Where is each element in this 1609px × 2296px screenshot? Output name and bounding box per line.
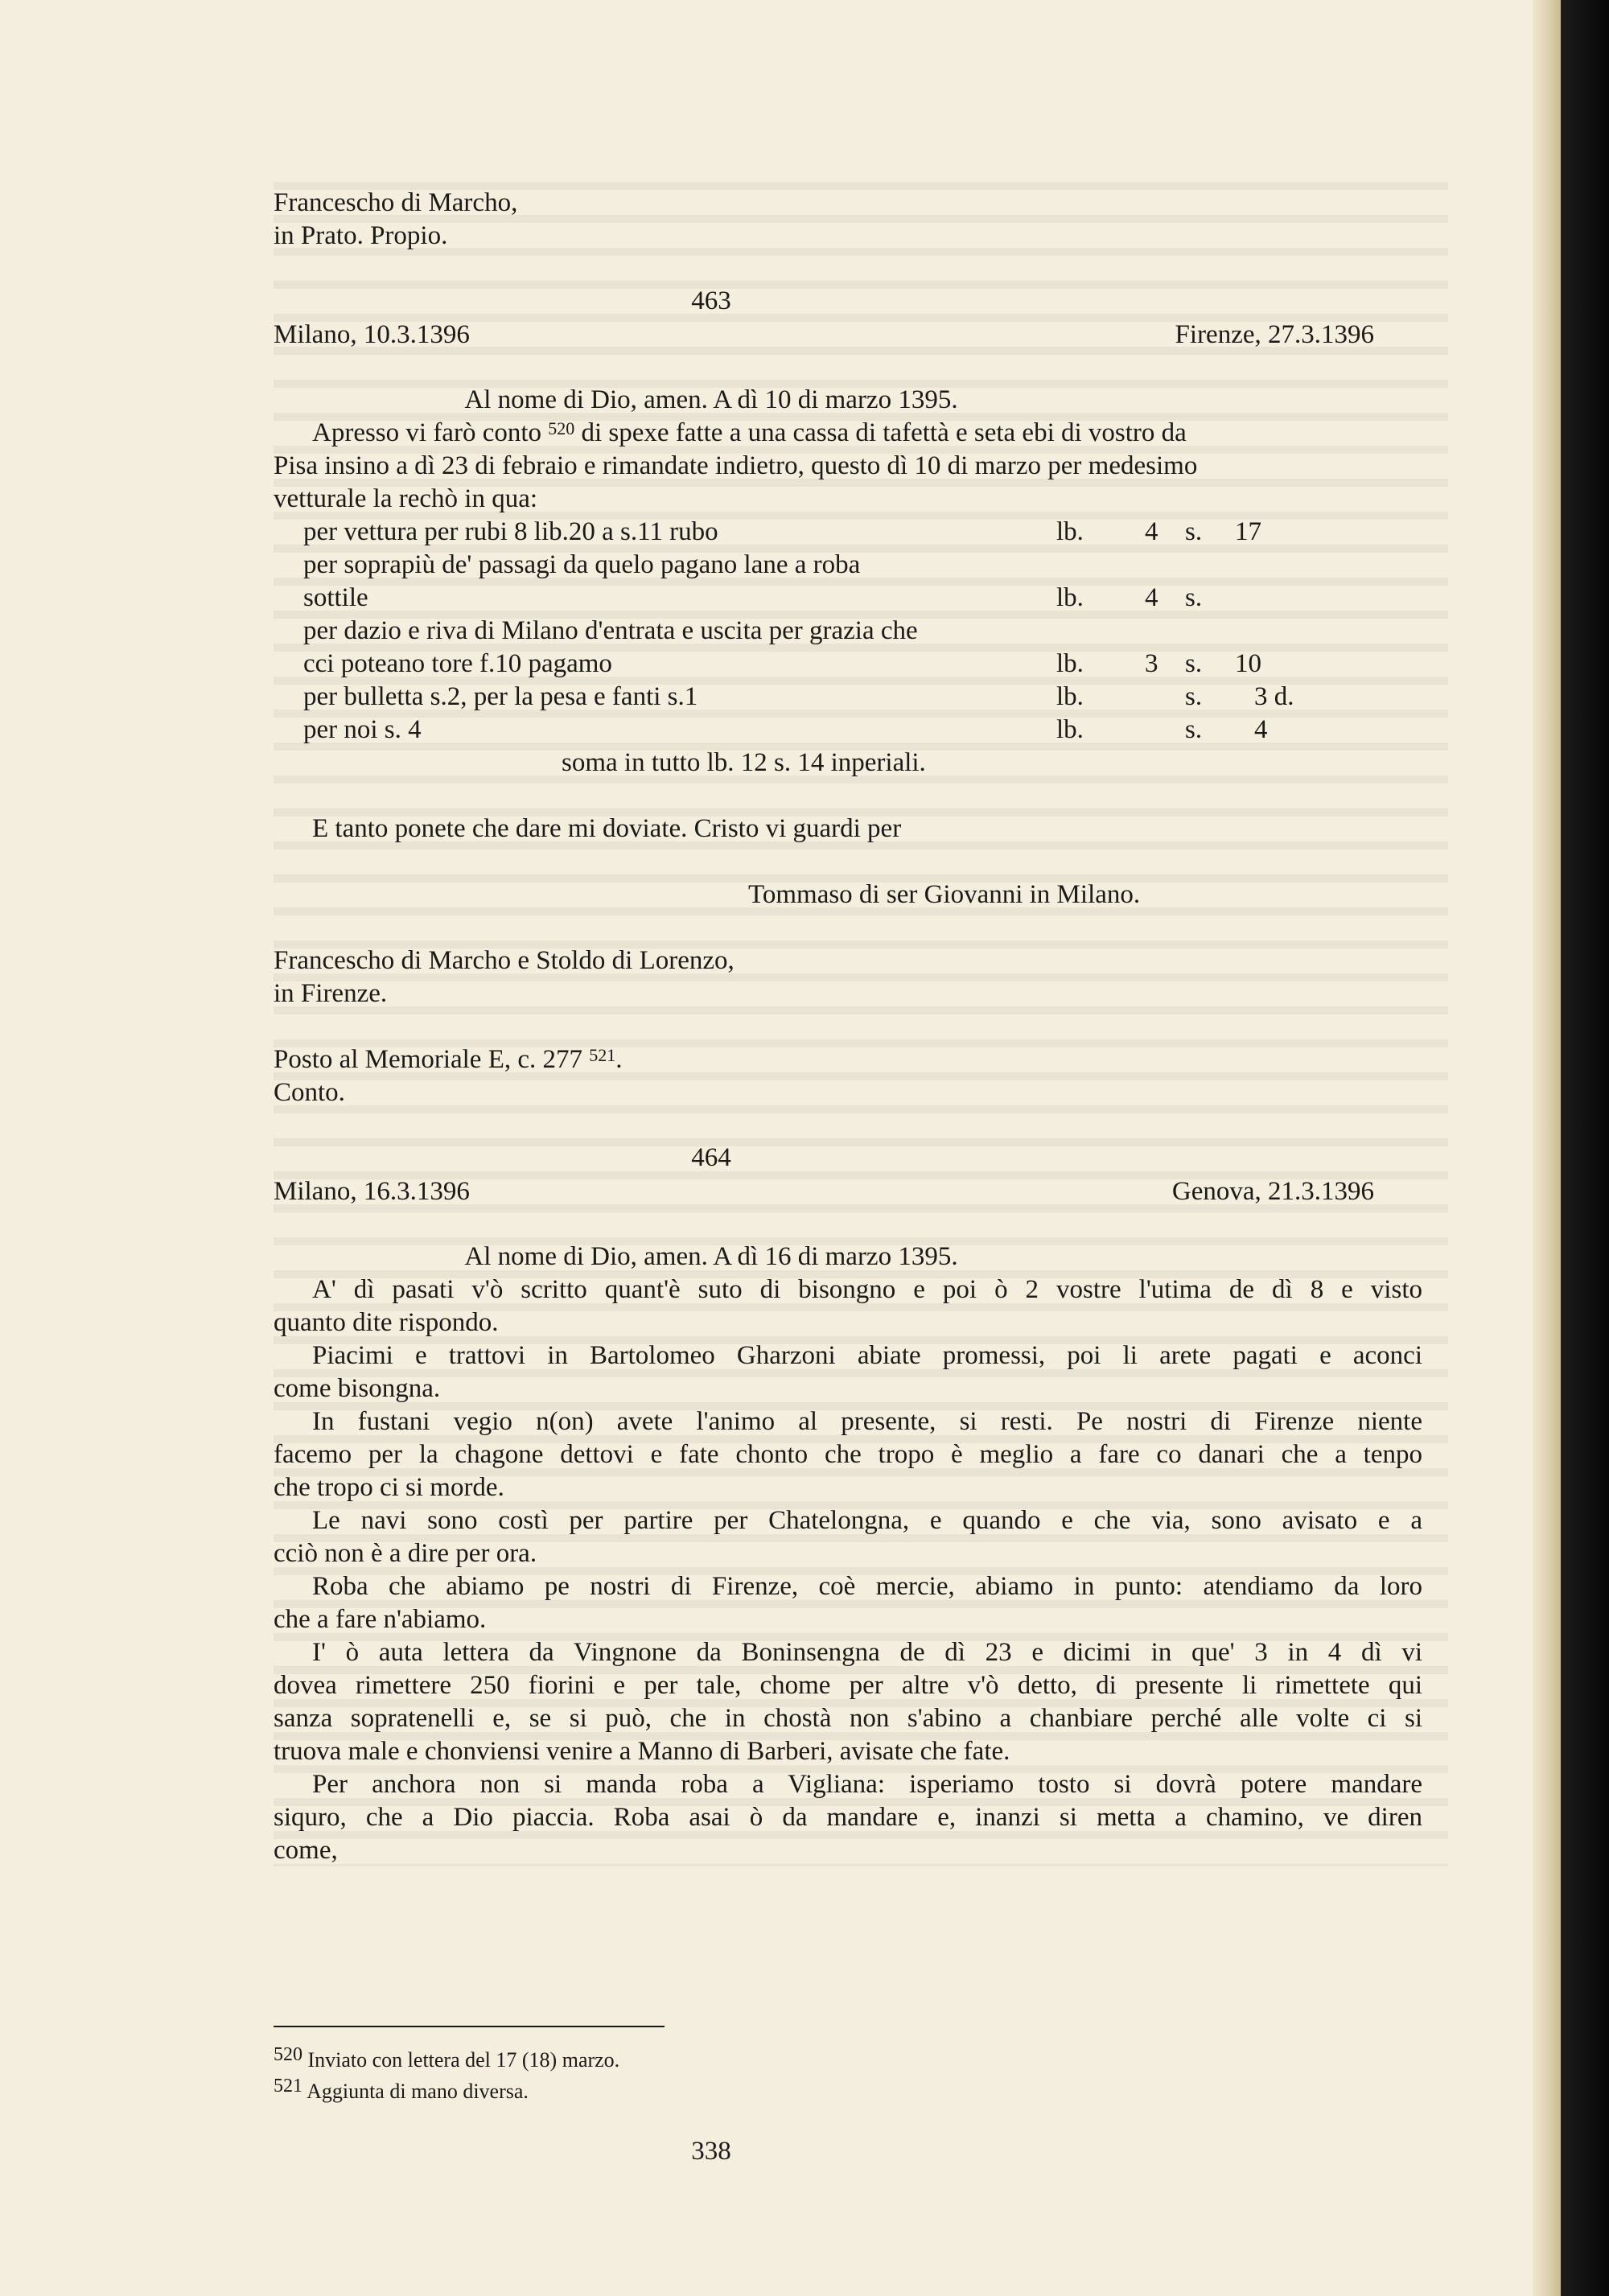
account-desc: per vettura per rubi 8 lib.20 a s.11 rubo [303,517,718,546]
address-line1: Francescho di Marcho e Stoldo di Lorenzo, [274,946,735,975]
text-span: Apresso vi farò conto [312,418,542,447]
account-lb: lb. [1056,649,1084,678]
body-line: sanza sopratenelli e, se si può, che in chostà non s'abino a chanbiare perché alle volte ci si [274,1704,1422,1733]
footnote-number: 521 [274,2076,302,2096]
text-span: . [615,1045,623,1074]
letter-destination: Genova, 21.3.1396 [1171,1177,1374,1206]
account-s: s. [1185,649,1203,678]
body-line: che tropo ci si morde. [274,1473,504,1502]
letter-destination: Firenze, 27.3.1396 [1175,320,1374,349]
scan-border [1561,0,1609,2296]
page-number: 338 [691,2137,731,2166]
account-desc: per dazio e riva di Milano d'entrata e uscita per grazia che [303,616,918,645]
letter-origin: Milano, 10.3.1396 [274,320,470,349]
account-soldi: 4 [1254,715,1268,744]
account-s: s. [1185,715,1203,744]
body-line: I' ò auta lettera da Vingnone da Boninsengna de dì 23 e dicimi in que' 3 in 4 dì vi [312,1638,1422,1667]
body-line: siquro, che a Dio piaccia. Roba asai ò da mandare e, inanzi si metta a chamino, ve diren [274,1803,1422,1832]
body-line: come, [274,1836,338,1865]
account-s: s. [1185,682,1203,711]
memoriale-note [274,1043,623,1076]
account-desc: per bulletta s.2, per la pesa e fanti s.1 [303,682,698,711]
letter-number: 463 [691,286,731,315]
body-line: In fustani vegio n(on) avete l'animo al presente, si resti. Pe nostri di Firenze niente [312,1407,1422,1436]
body-line: dovea rimettere 250 fiorini e per tale, chome per altre v'ò detto, di presente li rimettete qui [274,1671,1422,1700]
body-line: Piacimi e trattovi in Bartolomeo Gharzoni abiate promessi, poi li arete pagati e aconci [312,1341,1422,1370]
account-lb: lb. [1056,682,1084,711]
body-line: Roba che abiamo pe nostri di Firenze, coè mercie, abiamo in punto: atendiamo da loro [312,1572,1422,1601]
account-total: soma in tutto lb. 12 s. 14 inperiali. [562,748,926,777]
letter-salutation: Al nome di Dio, amen. A dì 10 di marzo 1395. [464,385,958,414]
account-lire: 3 [1145,649,1158,678]
account-desc: sottile [303,583,368,612]
text-span: Posto al Memoriale E, c. 277 [274,1045,583,1074]
paragraph-line: Pisa insino a dì 23 di febraio e rimandate indietro, questo dì 10 di marzo per medesimo [274,451,1198,480]
account-desc: per soprapiù de' passagi da quelo pagano lane a roba [303,550,861,579]
account-desc: per noi s. 4 [303,715,422,744]
conto-note: Conto. [274,1078,345,1107]
footnote-number: 520 [274,2044,302,2065]
body-line: facemo per la chagone dettovi e fate chonto che tropo è meglio a fare co danari che a tenpo [274,1440,1422,1469]
letter-origin: Milano, 16.3.1396 [274,1177,470,1206]
body-line: truova male e chonviensi venire a Manno di Barberi, avisate che fate. [274,1737,1010,1766]
letter-number: 464 [691,1143,731,1172]
footnote-520 [274,2044,620,2075]
footnote-text: Aggiunta di mano diversa. [307,2080,529,2103]
body-line: quanto dite rispondo. [274,1308,499,1337]
address-line2: in Firenze. [274,979,388,1008]
account-lb: lb. [1056,517,1084,546]
paragraph-line: vetturale la rechò in qua: [274,484,538,513]
footnote-ref: 520 [548,418,575,438]
footnote-ref: 521 [589,1045,616,1065]
account-lb: lb. [1056,583,1084,612]
header-address-line2: in Prato. Propio. [274,221,448,250]
account-lb: lb. [1056,715,1084,744]
account-s: s. [1185,517,1203,546]
body-line: A' dì pasati v'ò scritto quant'è suto di bisongno e poi ò 2 vostre l'utima de dì 8 e visto [312,1275,1422,1304]
account-s: s. [1185,583,1203,612]
body-line: che a fare n'abiamo. [274,1605,487,1634]
account-soldi: 3 d. [1254,682,1294,711]
closing-line: E tanto ponete che dare mi doviate. Cristo vi guardi per [312,814,902,843]
body-line: Le navi sono costì per partire per Chatelongna, e quando e che via, sono avisato e a [312,1506,1422,1535]
account-desc: cci poteano tore f.10 pagamo [303,649,612,678]
body-line: Per anchora non si manda roba a Vigliana: isperiamo tosto si dovrà potere mandare [312,1770,1422,1799]
account-soldi: 10 [1235,649,1261,678]
account-lire: 4 [1145,583,1158,612]
body-line: come bisongna. [274,1374,441,1403]
signature: Tommaso di ser Giovanni in Milano. [748,880,1141,909]
footnote-521 [274,2078,529,2106]
footnote-separator [274,2026,665,2027]
footnote-text: Inviato con lettera del 17 (18) marzo. [307,2048,620,2072]
account-lire: 4 [1145,517,1158,546]
text-span: di spexe fatte a una cassa di tafettà e seta ebi di vostro da [581,418,1187,447]
letter-salutation: Al nome di Dio, amen. A dì 16 di marzo 1395. [464,1242,958,1271]
account-soldi: 17 [1235,517,1261,546]
paragraph-line [312,417,1187,450]
header-address-line1: Francescho di Marcho, [274,188,518,217]
body-line: cciò non è a dire per ora. [274,1539,537,1568]
